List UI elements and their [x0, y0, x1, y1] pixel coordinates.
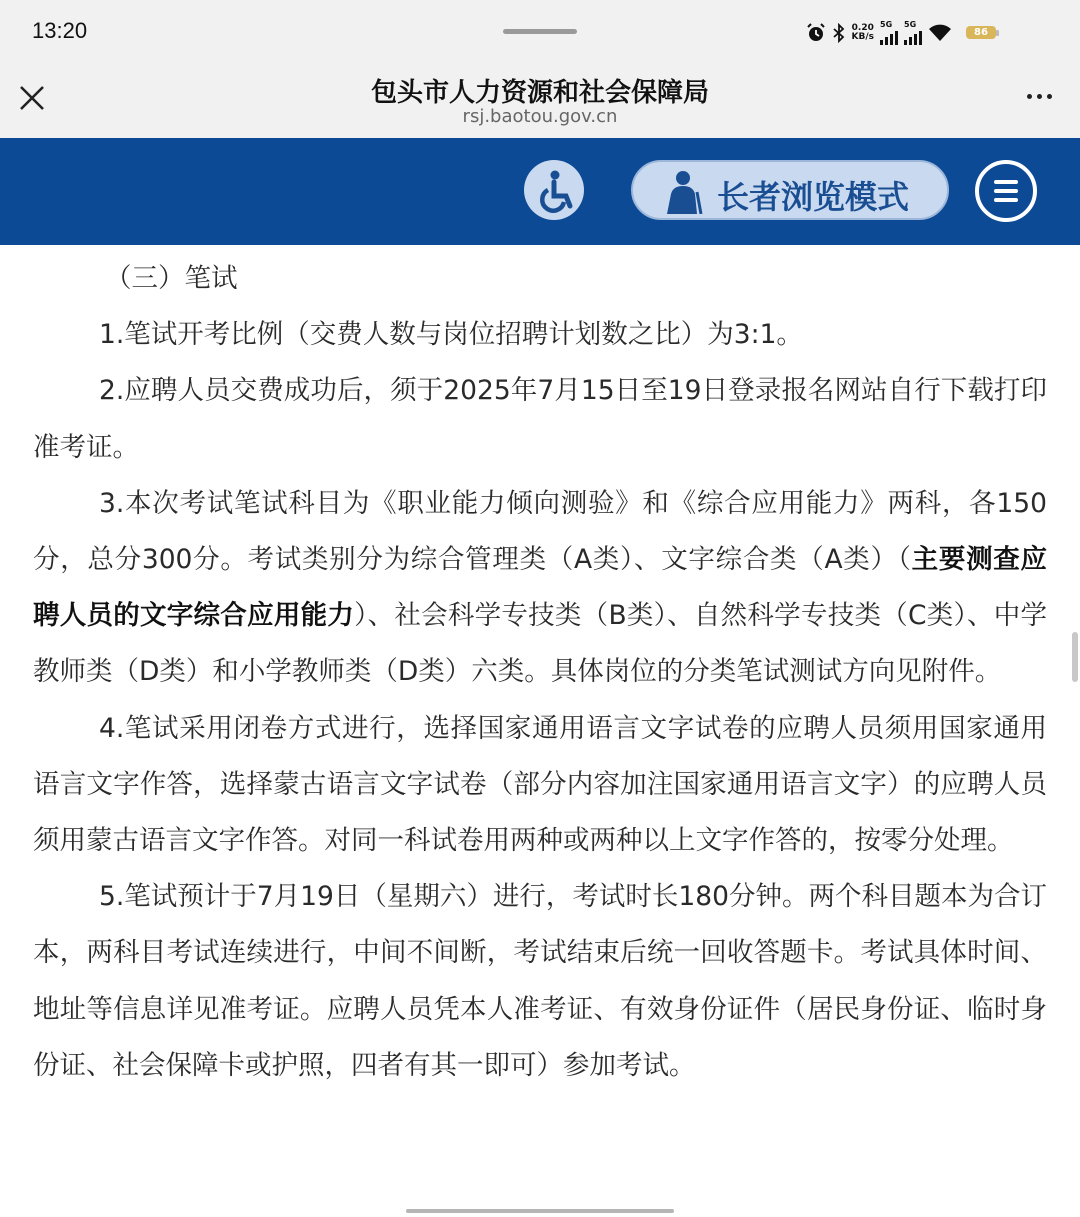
status-time: 13:20: [32, 18, 88, 43]
site-header: [0, 138, 1080, 245]
paragraph-item-5: 5.笔试预计于7月19日（星期六）进行，考试时长180分钟。两个科目题本为合订本，两科目考试连续进行，中间不间断，考试结束后统一回收答题卡。考试具体时间、地址等信息详见准考证。应聘人员凭本人准考证、有效身份证件（居民身份证、临时身份证、社会保障卡或护照，四者有其一即可）参加考试。: [33, 881, 1047, 1081]
battery-icon: 86: [966, 26, 996, 39]
signal-bars-icon: [880, 29, 898, 45]
more-options-icon[interactable]: [1027, 94, 1052, 99]
menu-icon[interactable]: [975, 160, 1037, 222]
paragraph-item-4: 4.笔试采用闭卷方式进行，选择国家通用语言文字试卷的应聘人员须用国家通用语言文字作答，选择蒙古语言文字试卷（部分内容加注国家通用语言文字）的应聘人员须用蒙古语言文字作答。对同一科试卷用两种或两种以上文字作答的，按零分处理。: [33, 712, 1047, 857]
scrollbar[interactable]: [1072, 632, 1078, 682]
item-3-bold-text: 主要测查应聘人员的文字综合应用能力: [33, 544, 1047, 632]
net-speed: [852, 24, 874, 42]
signal-bars-icon: [904, 29, 922, 45]
bluetooth-icon: [832, 23, 846, 43]
signal-1: [880, 21, 898, 45]
page-title: 包头市人力资源和社会保障局: [370, 78, 709, 108]
item-3-text-a: 3.本次考试笔试科目为《职业能力倾向测验》和《综合应用能力》两科，各150分，总分300分。考试类别分为综合管理类（A类）、文字综合类（A类）（: [33, 487, 1047, 576]
paragraph-item-2: 2.应聘人员交费成功后，须于2025年7月15日至19日登录报名网站自行下载打印准考证。: [33, 375, 1047, 463]
accessibility-button[interactable]: [524, 160, 584, 220]
alarm-icon: [806, 23, 826, 43]
article-content: [33, 251, 1047, 1094]
net-speed-value: 0.20: [851, 23, 874, 33]
battery-cap: [996, 30, 999, 36]
wifi-icon: [928, 23, 952, 43]
elder-mode-label: 长者浏览模式: [717, 178, 910, 216]
browser-title-bar: [0, 64, 1080, 138]
item-3-text-b: ）、社会科学专技类（B类）、自然科学专技类（C类）、中学教师类（D类）和小学教师类（D类）六类。具体岗位的分类笔试测试方向见附件。: [33, 600, 1048, 688]
home-indicator[interactable]: [406, 1209, 674, 1213]
section-heading: （三）笔试: [105, 263, 238, 294]
wheelchair-icon: [524, 160, 584, 220]
elder-person-icon: [659, 168, 705, 214]
elder-mode-button[interactable]: [631, 160, 949, 220]
paragraph-item-1: 1.笔试开考比例（交费人数与岗位招聘计划数之比）为3:1。: [99, 319, 803, 351]
drag-handle[interactable]: [503, 29, 577, 34]
paragraph-item-3: [33, 476, 1047, 701]
status-bar: [0, 0, 1080, 64]
signal-2-label: 5G: [904, 20, 917, 29]
signal-2: [904, 21, 922, 45]
signal-1-label: 5G: [880, 20, 893, 29]
page-url: rsj.baotou.gov.cn: [462, 106, 618, 127]
net-speed-unit: KB/s: [851, 32, 874, 42]
